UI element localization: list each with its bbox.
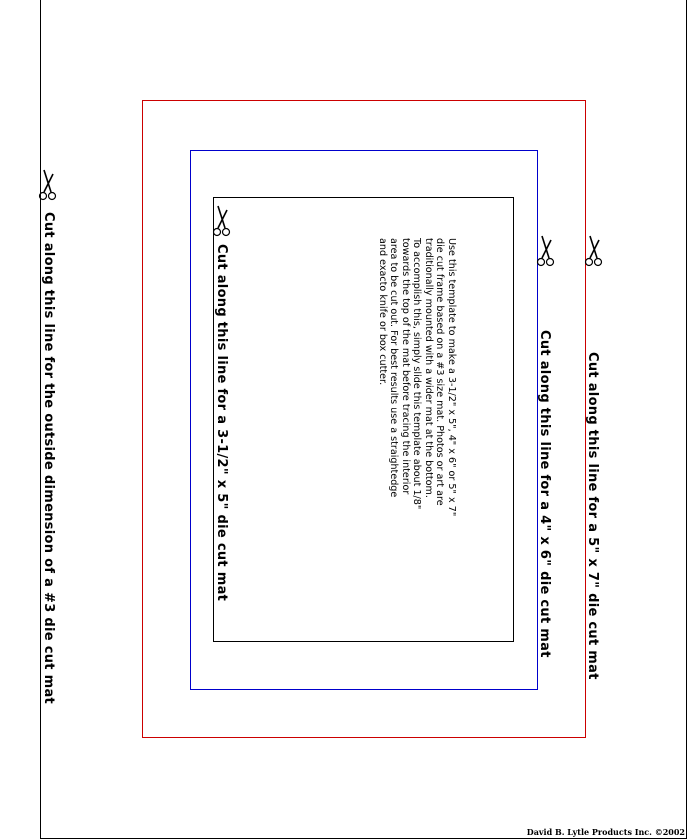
instruction-line: traditionally mounted with a wider mat at the bottom. bbox=[423, 238, 434, 498]
cut-label-4x6: Cut along this line for a 4" x 6" die cut mat bbox=[537, 330, 552, 658]
cut-label-3-5x5: Cut along this line for a 3-1/2" x 5" die cut mat bbox=[214, 244, 229, 602]
instructions-text bbox=[377, 238, 458, 598]
scissors-icon bbox=[584, 234, 604, 268]
copyright-credit: David B. Lytle Products Inc. ©2002 bbox=[526, 827, 685, 837]
instruction-line: die cut frame based on a #3 size mat. Photos or art are bbox=[434, 238, 446, 506]
outside-cut-label: Cut along this line for the outside dimension of a #3 die cut mat bbox=[41, 212, 56, 705]
instruction-line: To accomplish this, simply slide this template about 1/8" bbox=[411, 238, 423, 510]
scissors-icon bbox=[38, 168, 58, 202]
instruction-line: and exacto knife or box cutter. bbox=[377, 238, 388, 386]
cut-line-3-5x5 bbox=[213, 197, 514, 642]
scissors-icon bbox=[536, 234, 556, 268]
scissors-icon bbox=[212, 204, 232, 238]
instruction-line: towards the top of the mat before tracing the interior bbox=[400, 238, 411, 495]
instruction-line: area to be cut out. For best results use a straightedge bbox=[388, 238, 400, 498]
cut-label-5x7: Cut along this line for a 5" x 7" die cut mat bbox=[585, 352, 600, 680]
instruction-line: Use this template to make a 3-1/2" x 5", 4" x 6" or 5" x 7" bbox=[446, 238, 457, 517]
